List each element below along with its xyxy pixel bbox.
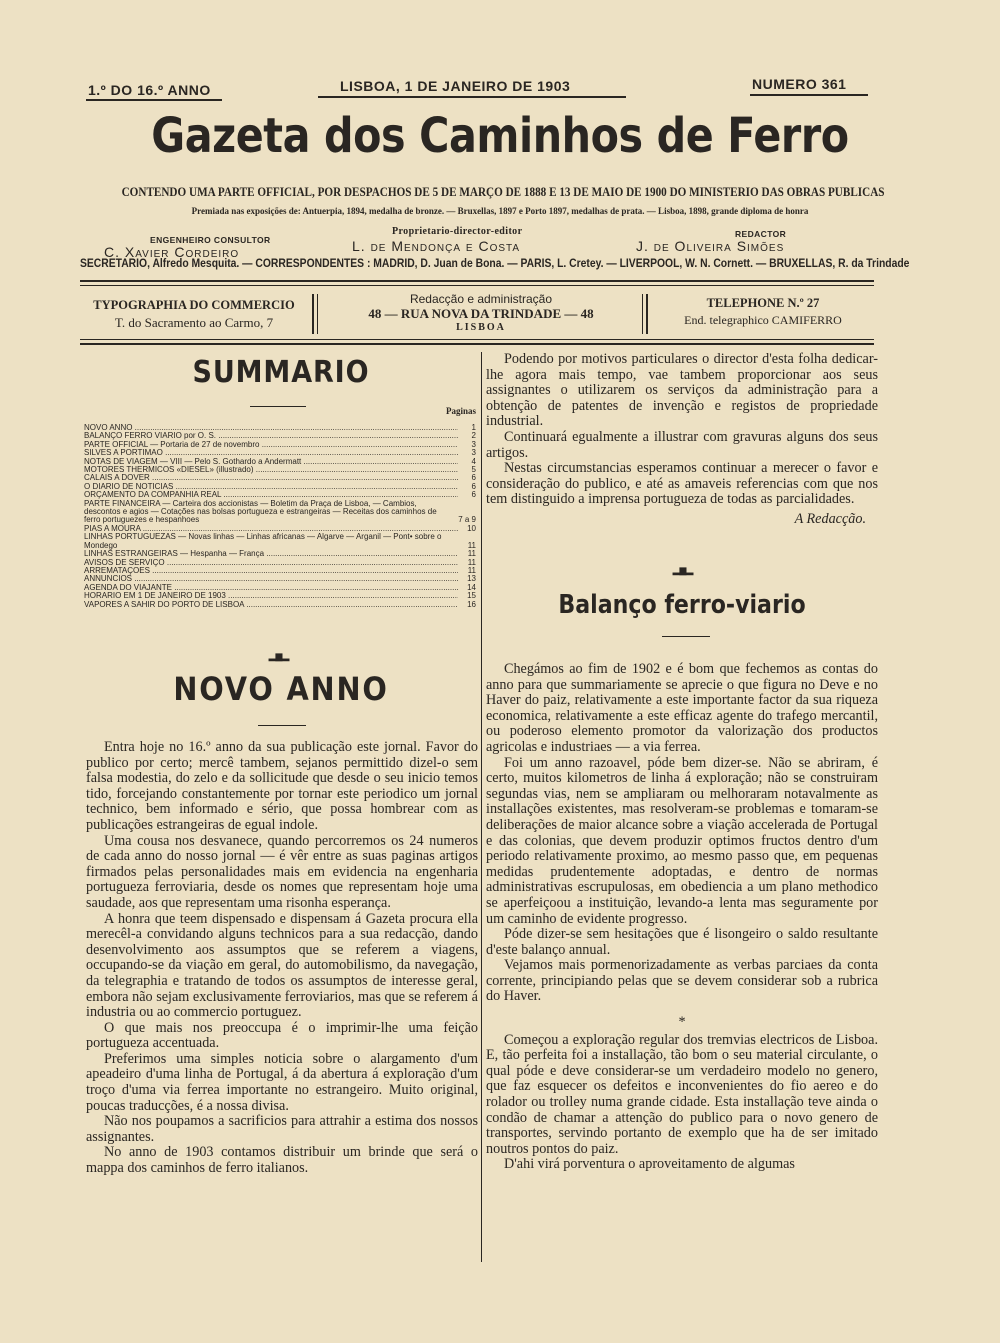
- summary-item: [84, 466, 476, 474]
- paragraph: Uma cousa nos desvanece, quando percorremos os 24 numeros de cada anno do nosso jornal — é vêr entre as suas paginas artigos firmados pelas personalidades mais em evidencia na engenharia portugueza ferroviaria, desde os nomes que representam hoje uma saudade, aos que representam uma risonha esperança.: [86, 832, 478, 911]
- summary-item-text: LINHAS PORTUGUEZAS — Novas linhas — Linhas africanas — Algarve — Arganil — Pont• sobre o Mondego: [84, 533, 442, 550]
- summary-item: [84, 474, 476, 482]
- office-line-2: 48 — RUA NOVA DA TRINDADE — 48: [368, 306, 594, 321]
- summary-item-page: 5: [471, 465, 476, 475]
- summary-item: [84, 592, 476, 600]
- paragraph: No anno de 1903 contamos distribuir um brinde que será o mappa dos caminhos de ferro italianos.: [86, 1144, 478, 1177]
- issue-number: NUMERO 361: [752, 76, 847, 92]
- summary-item: [84, 550, 476, 558]
- summary-item-text: SILVES A PORTIMÃO .....: [84, 449, 458, 457]
- balanco-title: Balanço ferro-viario: [558, 590, 806, 620]
- summary-item-page: 16: [467, 599, 476, 609]
- paragraph: Nestas circumstancias esperamos continuar a merecer o favor e consideração do publico, e até as amaveis referencias com que nos tem distinguido a imprensa portugueza de todas as parcialidades.: [486, 460, 878, 508]
- summary-title: SUMMARIO: [192, 355, 370, 390]
- paragraph: Continuará egualmente a illustrar com gravuras alguns dos seus artigos.: [486, 428, 878, 461]
- summary-item-page: 11: [467, 549, 476, 559]
- correspondents-line: SECRETARIO, Alfredo Mesquita. — CORRESPONDENTES : MADRID, D. Juan de Bona. — PARIS, L. Cretey. — LIVERPOOL, W. N. Cornett. — BRUXELLAS, R. da Trindade: [80, 258, 910, 270]
- summary-item-text: BALANÇO FERRO VIARIO por O. S. .....: [84, 432, 458, 440]
- summary-item-text: CALAIS A DOVER .....: [84, 474, 458, 482]
- summary-item: [84, 432, 476, 440]
- press-box: [80, 298, 308, 331]
- summary-item-page: 14: [467, 582, 476, 592]
- summary-item-page: 4: [471, 456, 476, 466]
- box-divider-2: [642, 294, 643, 334]
- paragraph: Podendo por motivos particulares o director d'esta folha dedicar-lhe agora mais tempo, vae tambem proporcionar aos seus assignantes o utilizarem os serviços da administração para a obtenção de patentes de invenção e registos de propriedade industrial.: [486, 351, 878, 430]
- balanco-body: [486, 662, 878, 1173]
- paragraph: Chegámos ao fim de 1902 e é bom que fechemos as contas do anno para que summariamente se aprecie o que figura no Deve e no Haver do paiz, relativamente a este importante factor da sua riqueza economica, relativamente a este efficaz agente do trafego mercantil, ou poderoso elemento promotor da valorização dos productos agricolas e industriaes — a via ferrea.: [486, 661, 878, 755]
- novo-anno-rule: [258, 725, 306, 726]
- paragraph: Foi um anno razoavel, póde bem dizer-se. Não se abriram, é certo, muitos kilometros de linha á exploração; não se construiram segundas vias, nem se ampliaram ou melhoraram notavalmente as installações existentes, mas resolveram-se problemas e tomaram-se deliberações de maior alcance sobre a viação accelerada de Portugal e das colonias, que devem produzir optimos fructos dentro d'um periodo relativamente proximo, ao mesmo passo que, em pequenas medidas prudentemente adoptadas, e dentro de normas administrativas escrupulosas, em obediencia a um plano methodico se aperfeiçoou a instituição, levando-a lenta mas seguramente por um caminho de evidente progresso.: [486, 754, 878, 927]
- summary-item: [84, 567, 476, 575]
- summary-item-page: 3: [471, 439, 476, 449]
- header-rule-1: [80, 280, 874, 282]
- novo-anno-title: NOVO ANNO: [173, 670, 389, 708]
- awards-line: Premiada nas exposições de: Antuerpia, 1894, medalha de bronze. — Bruxellas, 1897 e Porto 1897, medalhas de prata. — Lisboa, 1898, grande diploma de honra: [191, 206, 809, 216]
- summary-item: [84, 483, 476, 491]
- office-box: [318, 292, 644, 333]
- summary-item: [84, 500, 476, 525]
- balanco-rule: [662, 636, 710, 637]
- engineer-label: ENGENHEIRO CONSULTOR: [150, 235, 271, 245]
- phone-box: [648, 296, 878, 328]
- summary-item-text: PIAS A MOURA .....: [84, 525, 458, 533]
- signature: A Redacção.: [794, 510, 866, 527]
- summary-item: [84, 575, 476, 583]
- editor-name: J. de Oliveira Simões: [636, 238, 785, 254]
- summary-item-page: 1: [471, 423, 476, 432]
- summary-item: [84, 491, 476, 499]
- section-star: *: [678, 1014, 686, 1031]
- masthead-title: Gazeta dos Caminhos de Ferro: [151, 108, 849, 164]
- summary-item-text: HORARIO EM 1 DE JANEIRO DE 1903 .....: [84, 592, 458, 600]
- engineer-name: C. Xavier Cordeiro: [104, 244, 240, 260]
- summary-item: [84, 449, 476, 457]
- summary-item-page: 6: [471, 481, 476, 491]
- summary-item-text: AVISOS DE SERVIÇO .....: [84, 559, 458, 567]
- summary-item-page: 7 a 9: [458, 515, 476, 525]
- summary-item-page: 2: [471, 431, 476, 441]
- paragraph: Póde dizer-se sem hesitações que é lisongeiro o saldo resultante d'este balanço annual.: [486, 926, 878, 958]
- office-line-1: Redacção e administração: [409, 292, 553, 306]
- summary-item: [84, 601, 476, 609]
- top-rule-center: [318, 96, 626, 98]
- summary-item: [84, 458, 476, 466]
- summary-list: [84, 424, 476, 609]
- summary-item-page: 15: [467, 591, 476, 601]
- summary-item-text: LINHAS ESTRANGEIRAS — Hespanha — França .....: [84, 550, 458, 558]
- owner-name: L. de Mendonça e Costa: [352, 238, 521, 254]
- summary-item-page: 11: [467, 557, 476, 567]
- summary-item-text: NOVO ANNO .....: [84, 424, 458, 432]
- owner-label: Proprietario-director-editor: [392, 226, 523, 237]
- paragraph: D'ahi virá porventura o aproveitamento de algumas: [504, 1156, 795, 1173]
- paragraph: Começou a exploração regular dos tremvias electricos de Lisboa. E, tão perfeita foi a installação, tão bom o seu material circulante, o qual póde e deve considerar-se um verdadeiro modelo no genero, que faz esquecer os defeitos e inconvenientes do fio aereo e do rolador ou trolley numa grande cidade. Esta installação teve ainda o condão de chamar a attenção do publico para o novo genero de transportes, servindo portanto de exemplo que ha de ser imitado noutros pontos do paiz.: [486, 1031, 878, 1157]
- summary-item-text: PARTE FINANCEIRA — Carteira dos accionistas — Boletim da Praça de Lisboa, — Cambios, descontos e agios — Cotações nas bolsas portugueza e estrangeiras — Receitas dos caminhos de ferro portuguezes e hespanhoes: [84, 499, 437, 525]
- summary-item-text: ORÇAMENTO DA COMPANHIA REAL .....: [84, 491, 458, 499]
- header-rule-4: [80, 343, 874, 345]
- paragraph: Entra hoje no 16.º anno da sua publicação este jornal. Favor do publico por certo; mercê tambem, sejanos permittido dizel-o sem falsa modestia, do zelo e da sollicitude que desde o seu inicio temos tido, forcejando constantemente por tornar este periodico um jornal technico, bem informado e sério, que possa hombrear com as publicações estrangeiras de egual indole.: [86, 739, 478, 833]
- intro-body: [486, 352, 878, 528]
- header-rule-2: [80, 285, 874, 286]
- place-date: LISBOA, 1 DE JANEIRO DE 1903: [340, 78, 571, 94]
- summary-item-page: 13: [467, 574, 476, 584]
- phone-line-2: End. telegraphico CAMIFERRO: [684, 313, 842, 327]
- masthead-subtitle: CONTENDO UMA PARTE OFFICIAL, POR DESPACHOS DE 5 DE MARÇO DE 1888 E 13 DE MAIO DE 1900 DO MINISTERIO DAS OBRAS PUBLICAS: [121, 184, 885, 199]
- summary-item-text: VAPORES A SAHIR DO PORTO DE LISBOA .....: [84, 601, 458, 609]
- summary-item-text: O DIARIO DE NOTICIAS .....: [84, 483, 458, 491]
- summary-item: [84, 584, 476, 592]
- paragraph: Vejamos mais pormenorizadamente as verbas parciaes da conta corrente, principiando pelas que se devem considerar sob a rubrica do Haver.: [486, 957, 878, 1005]
- summary-item: [84, 533, 476, 550]
- novo-anno-body: [86, 740, 478, 1177]
- phone-line-1: TELEPHONE N.º 27: [706, 296, 820, 310]
- paragraph: Preferimos uma simples noticia sobre o alargamento d'um apeadeiro d'uma linha de Portugal, á da abertura á exploração d'um troço d'uma via ferrea importante no estrangeiro. Muito original, poucas traducções, é a nossa divisa.: [86, 1050, 478, 1114]
- summary-item-text: NOTAS DE VIAGEM — VIII — Pelo S. Gothardo a Andermatt .....: [84, 458, 458, 466]
- column-divider: [481, 352, 482, 1262]
- summary-item: [84, 525, 476, 533]
- editor-label: REDACTOR: [735, 229, 787, 239]
- summary-item-page: 6: [471, 490, 476, 500]
- paragraph: Não nos poupamos a sacrificios para attrahir a estima dos nossos assignantes.: [86, 1113, 478, 1145]
- summary-item-page: 11: [467, 540, 476, 550]
- summary-item-page: 10: [467, 523, 476, 533]
- summary-item-text: ARREMATAÇÕES .....: [84, 567, 458, 575]
- box-divider-1: [312, 294, 314, 334]
- summary-item-text: ANNUNCIOS .....: [84, 575, 458, 583]
- pages-label: Paginas: [445, 406, 476, 416]
- summary-item-page: 6: [471, 473, 476, 483]
- press-line-2: T. do Sacramento ao Carmo, 7: [114, 315, 274, 330]
- summary-item-text: MOTORES THERMICOS «DIESEL» (illustrado) .....: [84, 466, 458, 474]
- paragraph: O que mais nos preoccupa é o imprimir-lhe uma feição portugueza accentuada.: [86, 1019, 478, 1052]
- ornament-2: ▂▆▂: [672, 566, 694, 576]
- summary-item: [84, 559, 476, 567]
- summary-item-text: AGENDA DO VIAJANTE .....: [84, 584, 458, 592]
- top-rule-left: [86, 99, 222, 101]
- ornament-1: ▂▆▂: [268, 652, 290, 662]
- summary-item-page: 11: [467, 565, 476, 575]
- header-rule-3: [80, 339, 874, 340]
- issue-year: 1.º DO 16.º ANNO: [88, 82, 211, 98]
- summary-item: [84, 441, 476, 449]
- summary-item: [84, 424, 476, 432]
- paragraph: A honra que teem dispensado e dispensam á Gazeta procura ella merecêl-a convidando alguns technicos para a sua redacção, dando desenvolvimento aos assumptos que se referem a viagens, occupando-se da viação em geral, do automobilismo, da navegação, da telegraphia e tratando de todos os assumptos de interesse geral, embora não sejam exclusivamente ferroviarios, mas que se referem á industria ou ao commercio portuguez.: [86, 910, 478, 1021]
- summary-title-rule: [250, 406, 306, 407]
- summary-item-page: 3: [471, 448, 476, 458]
- summary-item-text: PARTE OFFICIAL — Portaria de 27 de novembro .....: [84, 441, 458, 449]
- press-line-1: TYPOGRAPHIA DO COMMERCIO: [93, 298, 295, 312]
- office-line-3: LISBOA: [456, 322, 506, 333]
- top-rule-right: [750, 94, 868, 96]
